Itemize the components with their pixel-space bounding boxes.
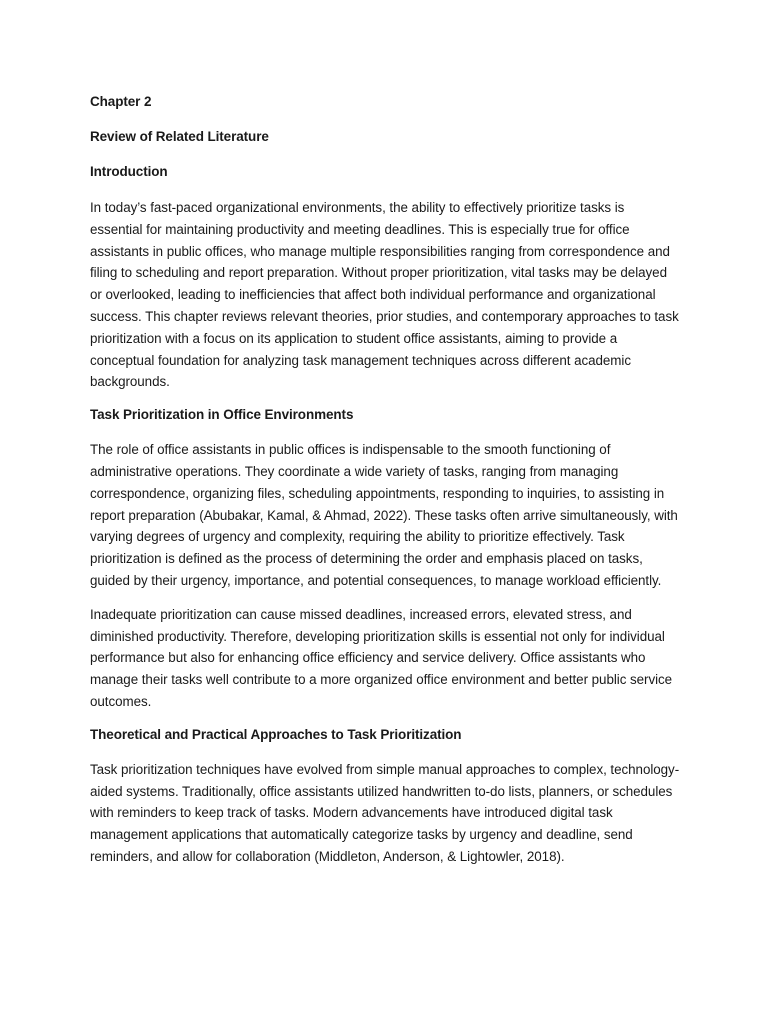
section-heading-approaches: Theoretical and Practical Approaches to Task Prioritization xyxy=(90,726,462,742)
paragraph-role-of-office-assistants: The role of office assistants in public offices is indispensable to the smooth functioning of administrative operations. They coordinate a wide variety of tasks, ranging from managing correspondence, organizing files, scheduling appointments, responding to inquiries, to assisting in report preparation (Abubakar, Kamal, & Ahmad, 2022). These tasks often arrive simultaneously, with varying degrees of urgency and complexity, requiring the ability to prioritize effectively. Task prioritization is defined as the process of determining the order and emphasis placed on tasks, guided by their urgency, importance, and potential consequences, to manage workload efficiently. xyxy=(90,442,678,588)
document-title: Review of Related Literature xyxy=(90,129,269,144)
paragraph-techniques: Task prioritization techniques have evolved from simple manual approaches to complex, technology-aided systems. Traditionally, office assistants utilized handwritten to-do lists, planners, or schedules with reminders to keep track of tasks. Modern advancements have introduced digital task management applications that automatically categorize tasks by urgency and deadline, send reminders, and allow for collaboration (Middleton, Anderson, & Lightowler, 2018). xyxy=(90,761,680,864)
section-heading-task-prioritization: Task Prioritization in Office Environments xyxy=(90,407,354,423)
paragraph-inadequate-prioritization: Inadequate prioritization can cause missed deadlines, increased errors, elevated stress, and diminished productivity. Therefore, developing prioritization skills is essential not only for individual performance but also for enhancing office efficiency and service delivery. Office assistants who manage their tasks well contribute to a more organized office environment and better public service outcomes. xyxy=(90,606,673,709)
paragraph-introduction: In today’s fast-paced organizational environments, the ability to effectively prioritize tasks is essential for maintaining productivity and meeting deadlines. This is especially true for office assistants in public offices, who manage multiple responsibilities ranging from correspondence and filing to scheduling and report preparation. Without proper prioritization, vital tasks may be delayed or overlooked, leading to inefficiencies that affect both individual performance and organizational success. This chapter reviews relevant theories, prior studies, and contemporary approaches to task prioritization with a focus on its application to student office assistants, aiming to provide a conceptual foundation for analyzing task management techniques across different academic backgrounds. xyxy=(90,200,679,390)
section-heading-introduction: Introduction xyxy=(90,164,168,179)
chapter-label: Chapter 2 xyxy=(90,94,152,109)
document-page xyxy=(90,92,680,880)
